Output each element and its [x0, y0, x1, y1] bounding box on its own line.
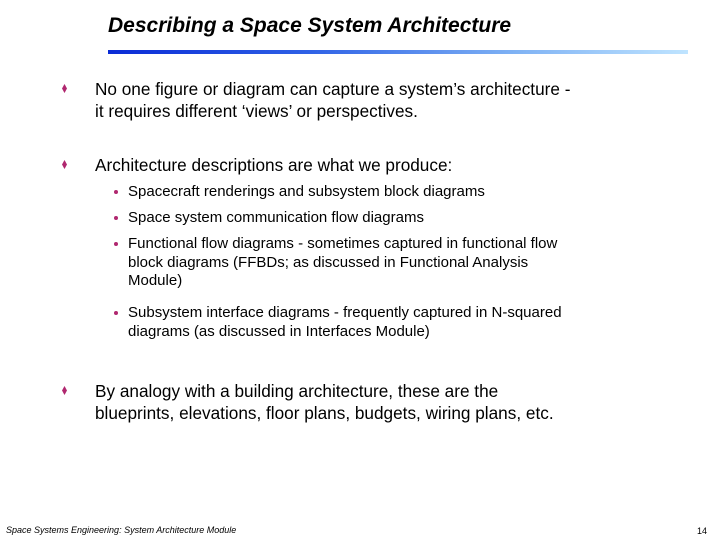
- bullet-text: By analogy with a building architecture, these are the blueprints, elevations, floor plans, budgets, wiring plans, etc.: [95, 381, 554, 423]
- bullet-text: No one figure or diagram can capture a system’s architecture - it requires different ‘views’ or perspectives.: [95, 79, 571, 121]
- page-number: 14: [697, 526, 708, 536]
- dot-bullet-icon: [114, 311, 118, 315]
- dot-bullet-icon: [114, 190, 118, 194]
- diamond-bullet-icon: [62, 160, 67, 169]
- sub-bullet-text: Functional flow diagrams - sometimes captured in functional flow block diagrams (FFBDs; as discussed in Functional Analysis Module): [128, 235, 558, 289]
- diamond-bullet-icon: [62, 84, 67, 93]
- footer-course-title: Space Systems Engineering: System Architecture Module: [6, 525, 237, 535]
- diamond-bullet-icon: [62, 386, 67, 395]
- bullet-text: Architecture descriptions are what we produce:: [95, 155, 453, 175]
- sub-bullet-text: Subsystem interface diagrams - frequently captured in N-squared diagrams (as discussed in Interfaces Module): [128, 304, 562, 340]
- sub-bullet-text: Spacecraft renderings and subsystem block diagrams: [128, 183, 485, 200]
- slide-title: Describing a Space System Architecture: [108, 14, 512, 37]
- dot-bullet-icon: [114, 242, 118, 246]
- sub-bullet-text: Space system communication flow diagrams: [128, 209, 424, 226]
- dot-bullet-icon: [114, 216, 118, 220]
- title-underline: [108, 50, 688, 54]
